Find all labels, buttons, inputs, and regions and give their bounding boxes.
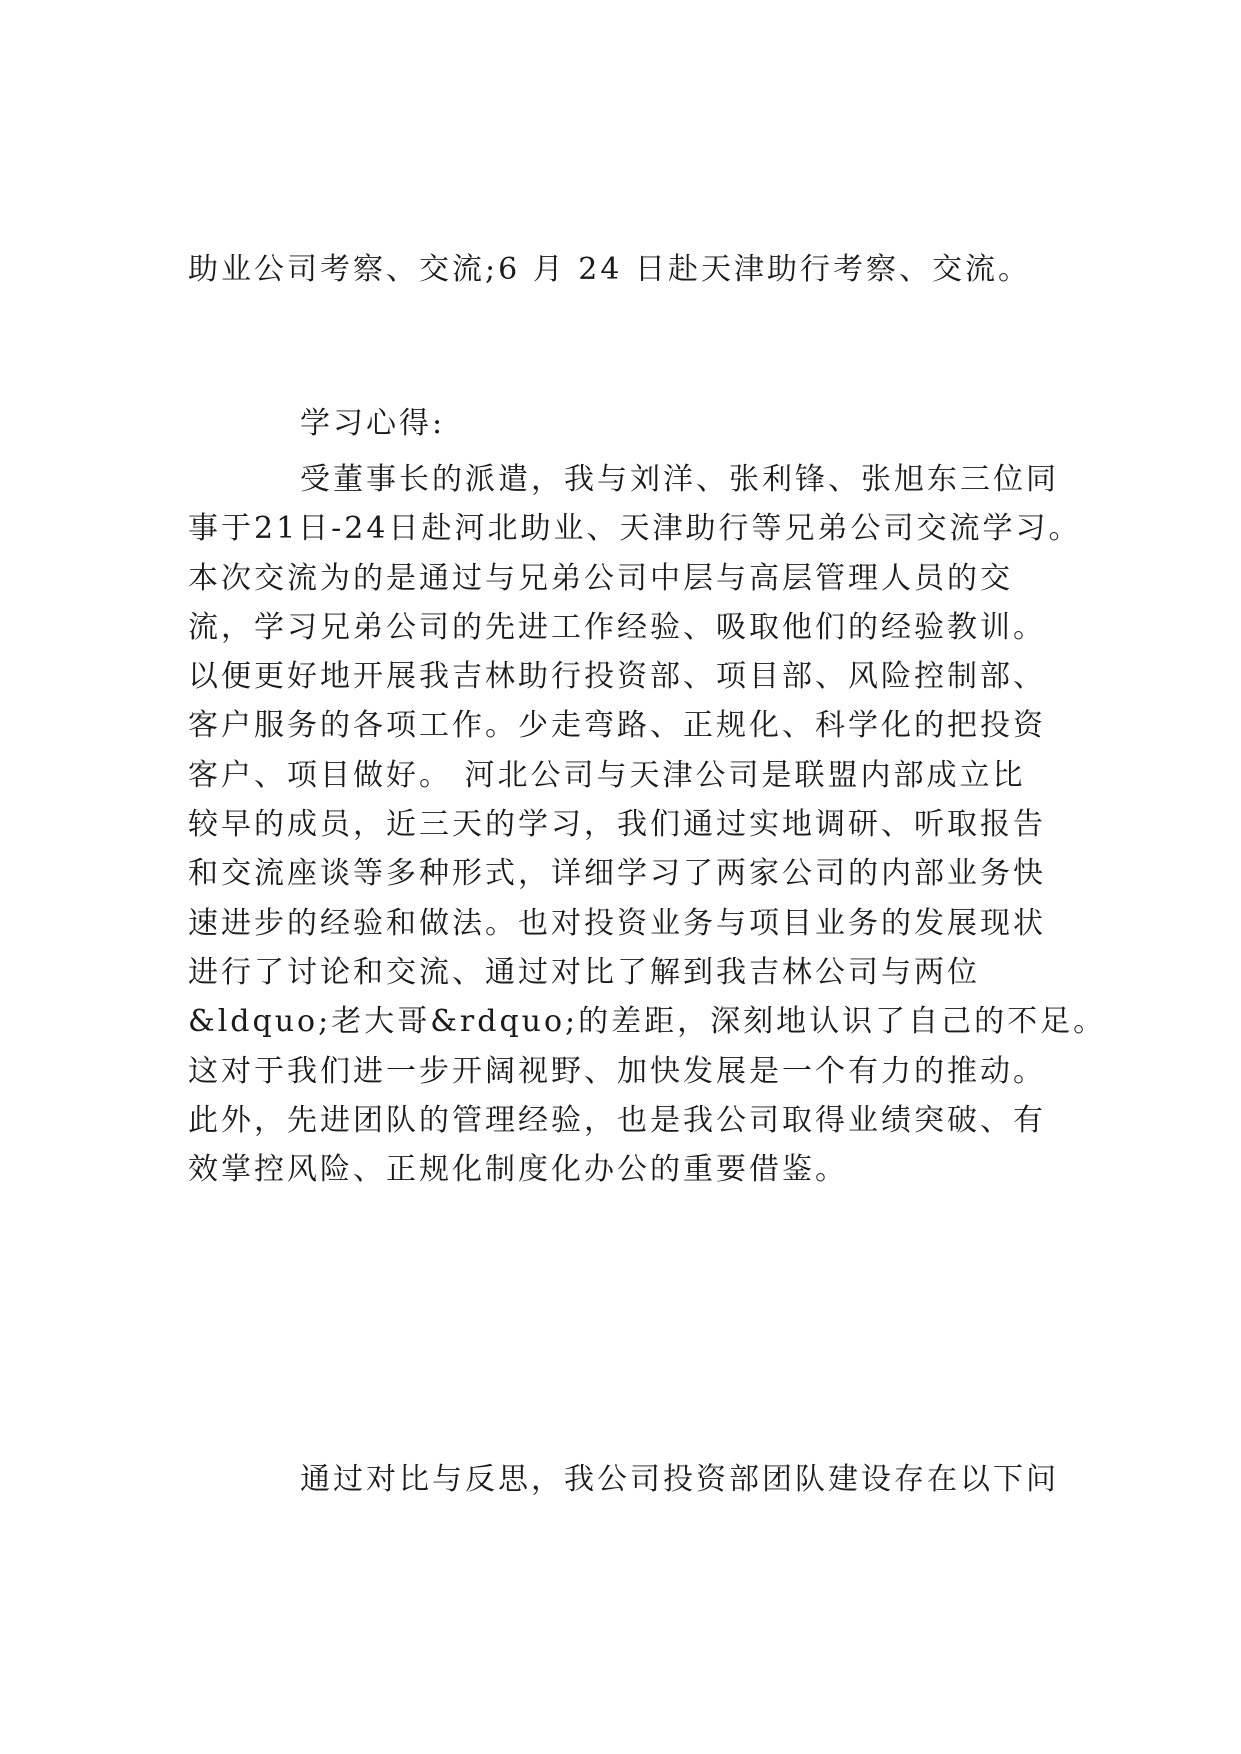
paragraph-2 bbox=[188, 1356, 1059, 1602]
paragraph-line: 速进步的经验和做法。也对投资业务与项目业务的发展现状 bbox=[188, 905, 1046, 941]
paragraph-line: 受董事长的派遣，我与刘洋、张利锋、张旭东三位同 bbox=[300, 462, 1059, 497]
paragraph-line: 助业公司考察、交流;6 月 24 日赴天津助行考察、交流。 bbox=[188, 251, 1031, 287]
paragraph-line: 客户、项目做好。 河北公司与天津公司是联盟内部成立比 bbox=[188, 757, 1026, 793]
paragraph-line: 客户服务的各项工作。少走弯路、正规化、科学化的把投资 bbox=[188, 708, 1046, 744]
paragraph-line: 通过对比与反思，我公司投资部团队建设存在以下问 bbox=[300, 1461, 1059, 1497]
paragraph-line: 事于21日-24日赴河北助业、天津助行等兄弟公司交流学习。 bbox=[188, 511, 1082, 547]
paragraph-line: 效掌控风险、正规化制度化办公的重要借鉴。 bbox=[188, 1152, 848, 1188]
paragraph-line: 流，学习兄弟公司的先进工作经验、吸取他们的经验教训。 bbox=[188, 609, 1046, 645]
paragraph-1 bbox=[188, 455, 1107, 1194]
paragraph-line: 这对于我们进一步开阔视野、加快发展是一个有力的推动。 bbox=[188, 1053, 1046, 1089]
paragraph-line: 较早的成员，近三天的学习，我们通过实地调研、听取报告 bbox=[188, 807, 1046, 843]
paragraph-line: &ldquo;老大哥&rdquo;的差距，深刻地认识了自己的不足。 bbox=[188, 1004, 1107, 1040]
heading-text: 学习心得: bbox=[300, 405, 446, 441]
paragraph-line: 以便更好地开展我吉林助行投资部、项目部、风险控制部、 bbox=[188, 659, 1046, 695]
paragraph-line: 此外，先进团队的管理经验，也是我公司取得业绩突破、有 bbox=[188, 1102, 1046, 1138]
paragraph-line: 和交流座谈等多种形式，详细学习了两家公司的内部业务快 bbox=[188, 856, 1046, 892]
paragraph-line: 进行了讨论和交流、通过对比了解到我吉林公司与两位 bbox=[188, 954, 980, 990]
paragraph-line: 本次交流为的是通过与兄弟公司中层与高层管理人员的交 bbox=[188, 560, 1013, 596]
